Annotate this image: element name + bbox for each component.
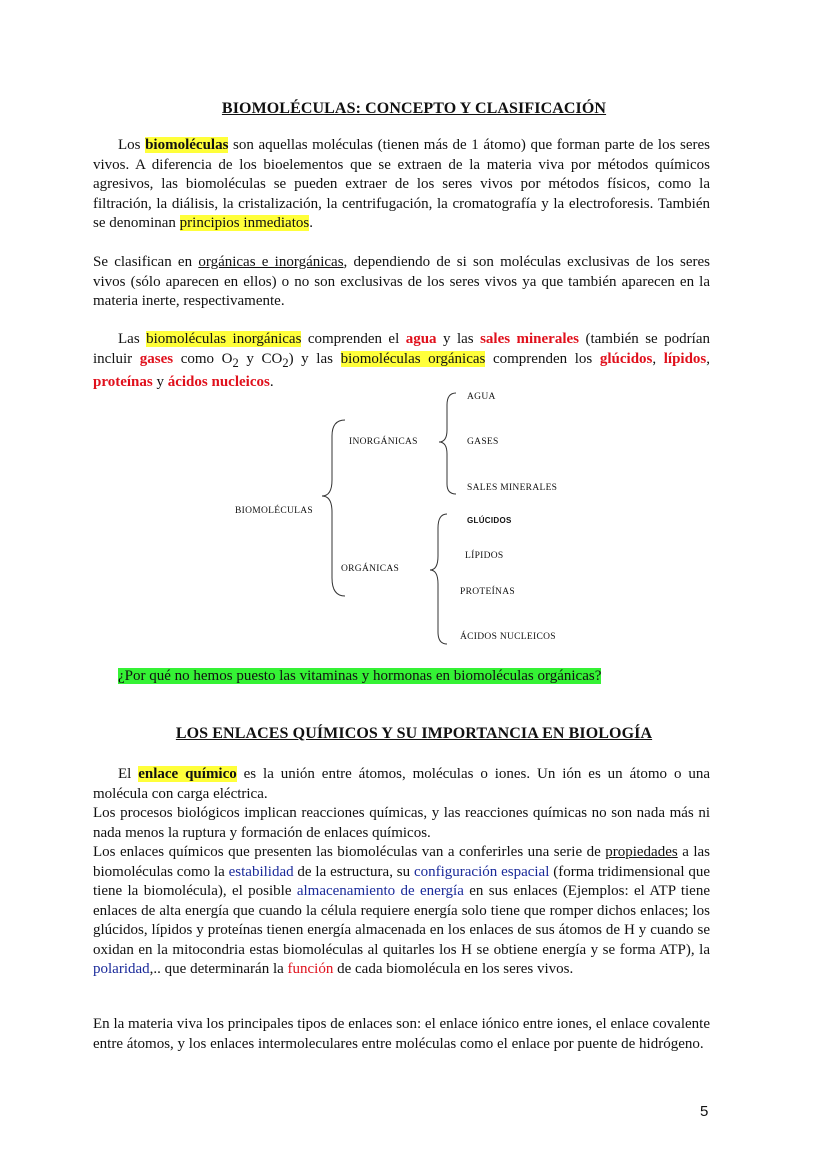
label-gases: GASES (467, 437, 499, 447)
paragraph-tipos-enlaces: En la materia viva los principales tipos de enlaces son: el enlace iónico entre iones, el enlace covalente entre átomos, y los enlaces intermoleculares entre moléculas como el enlace por puente de hidrógeno. (93, 1016, 710, 1052)
highlight-biomoleculas: biomoléculas (145, 137, 229, 153)
label-proteinas: PROTEÍNAS (460, 587, 515, 597)
highlight-principios-inmediatos: principios inmediatos (179, 215, 310, 231)
label-lipidos: LÍPIDOS (465, 551, 504, 561)
label-acidos-nucleicos: ÁCIDOS NUCLEICOS (460, 632, 556, 642)
label-sales-minerales: SALES MINERALES (467, 483, 558, 493)
label-agua: AGUA (467, 392, 496, 402)
paragraph-propiedades: Los enlaces químicos que presenten las biomoléculas van a conferirles una serie de propiedades a las biomoléculas como la estabilidad de la estructura, su configuración espacial (forma tridimensional que tiene la biomolécula), el posible almacenamiento de energía en sus enlaces (Ejemplos: el ATP tiene enlaces de alta energía que cuando la célula requiere energía solo tiene que romper dichos enlaces; los glúcidos, lípidos y proteínas tienen energía almacenada en los enlaces de sus átomos de H y cuando se oxidan en la mitocondria estas biomoléculas al quitarles los H se obtiene energía y se forma ATP), la polaridad,.. que determinarán la función de cada biomolécula en los seres vivos. (93, 844, 710, 977)
label-glucidos: GLÚCIDOS (467, 516, 512, 525)
label-organicas: ORGÁNICAS (341, 564, 400, 574)
highlight-organicas: biomoléculas orgánicas (340, 350, 486, 367)
section-title-biomoleculas: BIOMOLÉCULAS: CONCEPTO Y CLASIFICACIÓN (221, 100, 607, 117)
paragraph-enlace-definition: El enlace químico es la unión entre átomos, moléculas o iones. Un ión es un átomo o una molécula con carga eléctrica. (93, 766, 710, 802)
label-biomoleculas: BIOMOLÉCULAS (235, 506, 314, 516)
paragraph-components: Las biomoléculas inorgánicas comprenden el agua y las sales minerales (también se podrían incluir gases como $O_2$ y $CO_2$) y las biomoléculas orgánicas comprenden los glúcidos, lípidos, proteínas y ácidos nucleicos. (93, 331, 711, 390)
page-number: 5 (700, 1103, 709, 1120)
label-inorganicas: INORGÁNICAS (349, 437, 418, 447)
section-title-enlaces: LOS ENLACES QUÍMICOS Y SU IMPORTANCIA EN BIOLOGÍA (175, 725, 653, 742)
highlight-inorganicas: biomoléculas inorgánicas (146, 331, 302, 347)
brace-inorganicas (439, 393, 456, 494)
underline-propiedades: propiedades (605, 844, 678, 860)
paragraph-classification: Se clasifican en orgánicas e inorgánicas, dependiendo de si son moléculas exclusivas de los seres vivos (sólo aparecen en ellos) o no son exclusivas de los seres vivos ya que también aparecen en la materia inerte, respectivamente. (93, 254, 711, 309)
paragraph-procesos: Los procesos biológicos implican reacciones químicas, y las reacciones químicas no son nada más ni nada menos la ruptura y formación de enlaces químicos. (93, 805, 710, 841)
highlight-enlace-quimico: enlace químico (138, 766, 237, 782)
review-question: ¿Por qué no hemos puesto las vitaminas y hormonas en biomoléculas orgánicas? (118, 668, 602, 684)
paragraph-definition: Los biomoléculas son aquellas moléculas (tienen más de 1 átomo) que forman parte de los seres vivos. A diferencia de los bioelementos que se extraen de la materia viva por métodos químicos agresivos, las biomoléculas se pueden extraer de los seres vivos por métodos físicos, como la filtración, la diálisis, la cristalización, la centrifugación, la cromatografía y la electroforesis. También se denominan principios inmediatos. (93, 137, 710, 231)
brace-organicas (430, 514, 447, 644)
underline-organicas-inorganicas: orgánicas e inorgánicas (198, 254, 344, 270)
